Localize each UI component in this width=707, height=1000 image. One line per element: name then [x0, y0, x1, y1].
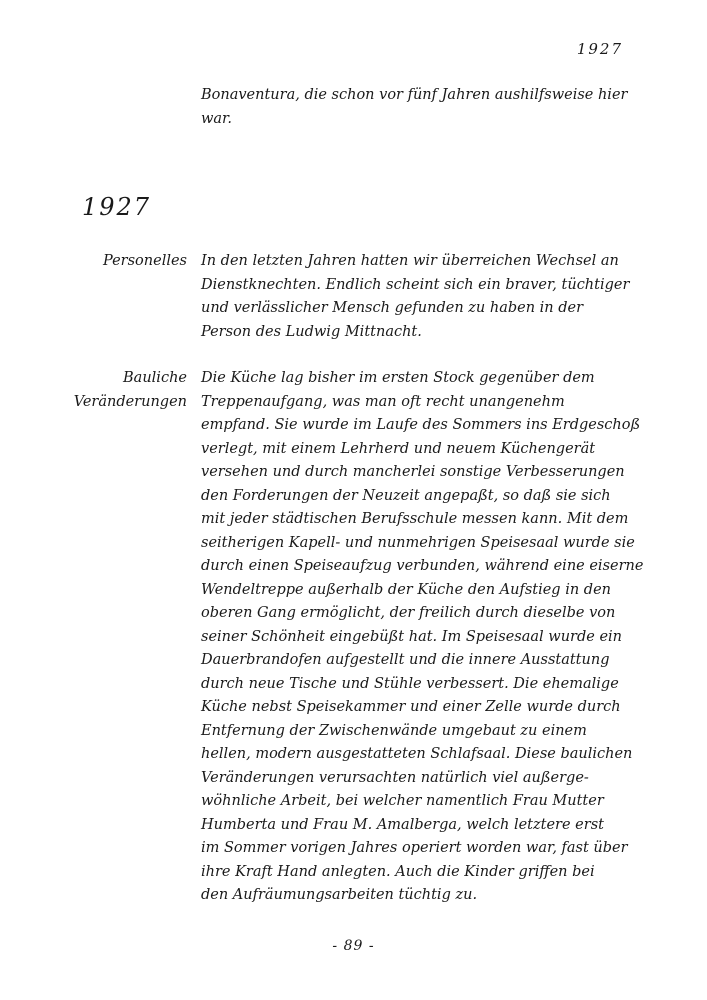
text-line: den Forderungen der Neuzeit angepaßt, so daß sie sich: [201, 487, 611, 504]
text-line: und verlässlicher Mensch gefunden zu haben in der: [201, 300, 584, 316]
text-line: war.: [201, 110, 233, 127]
page-number: - 89 -: [332, 938, 375, 954]
text-line: Küche nebst Speisekammer und einer Zelle wurde durch: [201, 699, 621, 715]
text-line: Entfernung der Zwischenwände umgebaut zu einem: [201, 722, 587, 739]
text-line: seiner Schönheit eingebüßt hat. Im Speisesaal wurde ein: [201, 628, 622, 645]
margin-label-line: Bauliche: [123, 370, 187, 386]
text-line: durch einen Speiseaufzug verbunden, während eine eiserne: [201, 558, 644, 574]
text-line: im Sommer vorigen Jahres operiert worden war, fast über: [201, 840, 628, 856]
text-line: durch neue Tische und Stühle verbessert. Die ehemalige: [201, 675, 619, 692]
text-line: ihre Kraft Hand anlegten. Auch die Kinder griffen bei: [201, 863, 595, 880]
text-line: Treppenaufgang, was man oft recht unangenehm: [201, 393, 565, 410]
text-line: verlegt, mit einem Lehrherd und neuem Küchengerät: [201, 440, 596, 457]
text-line: mit jeder städtischen Berufsschule messen kann. Mit dem: [201, 511, 629, 527]
text-line: In den letzten Jahren hatten wir überreichen Wechsel an: [201, 253, 619, 269]
margin-label-personnel: Personelles: [102, 253, 187, 269]
margin-label-line: Veränderungen: [73, 393, 187, 410]
text-line: empfand. Sie wurde im Laufe des Sommers ins Erdgeschoß: [201, 417, 641, 433]
text-line: Humberta und Frau M. Amalberga, welch letztere erst: [201, 816, 604, 833]
text-line: Bonaventura, die schon vor fünf Jahren aushilfsweise hier: [201, 87, 628, 103]
text-line: Dauerbrandofen aufgestellt und die innere Ausstattung: [201, 652, 610, 668]
margin-label-building: [74, 367, 187, 414]
page-header-year: 1927: [576, 40, 623, 58]
text-line: Die Küche lag bisher im ersten Stock gegenüber dem: [201, 370, 595, 386]
text-line: wöhnliche Arbeit, bei welcher namentlich Frau Mutter: [201, 793, 604, 809]
text-line: hellen, modern ausgestatteten Schlafsaal. Diese baulichen: [201, 746, 633, 762]
text-line: oberen Gang ermöglicht, der freilich durch dieselbe von: [201, 605, 616, 621]
personnel-paragraph: [201, 250, 631, 344]
section-year-heading: 1927: [82, 193, 152, 221]
building-paragraph: [201, 367, 644, 908]
text-line: den Aufräumungsarbeiten tüchtig zu.: [201, 887, 478, 903]
text-line: seitherigen Kapell- und nunmehrigen Speisesaal wurde sie: [201, 534, 635, 551]
text-line: versehen und durch mancherlei sonstige Verbesserungen: [201, 464, 625, 480]
text-line: Dienstknechten. Endlich scheint sich ein braver, tüchtiger: [201, 276, 630, 293]
text-line: Person des Ludwig Mittnacht.: [201, 323, 422, 340]
intro-paragraph: [201, 84, 631, 131]
text-line: Wendeltreppe außerhalb der Küche den Aufstieg in den: [201, 581, 611, 598]
text-line: Veränderungen verursachten natürlich viel außerge-: [201, 769, 589, 786]
